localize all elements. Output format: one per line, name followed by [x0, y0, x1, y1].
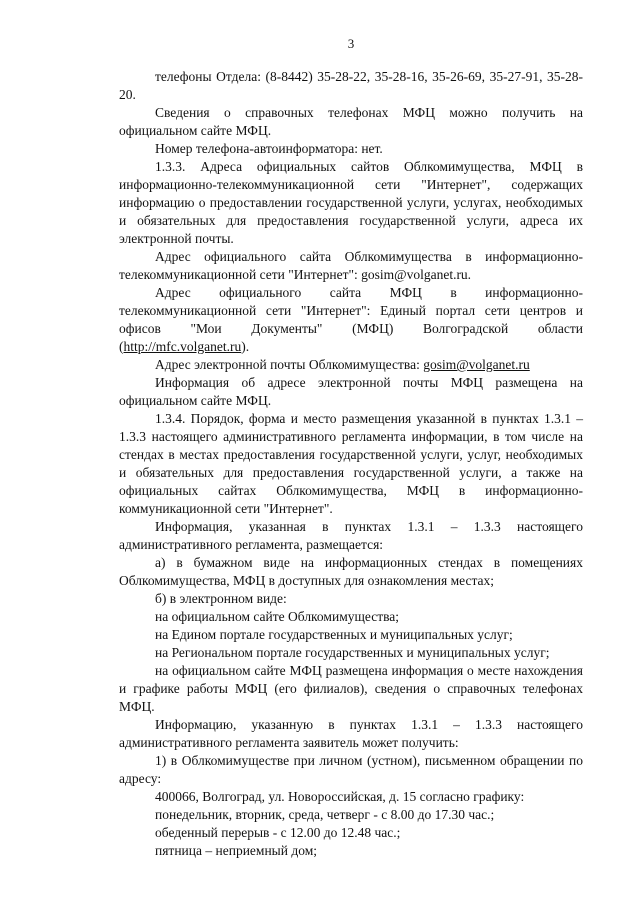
paragraph: б) в электронном виде: [155, 591, 287, 606]
paragraph: Информация об адресе электронной почты МФЦ размещена на официальном сайте МФЦ. [119, 375, 583, 408]
paragraph: на официальном сайте МФЦ размещена информация о месте нахождения и графике работы МФЦ (его филиалов), сведения о справочных телефонах МФЦ. [119, 663, 583, 714]
paragraph: на Едином портале государственных и муниципальных услуг; [155, 627, 513, 642]
paragraph: пятница – неприемный дом; [155, 843, 317, 858]
paragraph: понедельник, вторник, среда, четверг - с 8.00 до 17.30 час.; [155, 807, 495, 822]
paragraph: телефоны Отдела: (8-8442) 35-28-22, 35-28-16, 35-26-69, 35-27-91, 35-28-20. [119, 69, 583, 102]
paragraph [119, 356, 583, 374]
paragraph: обеденный перерыв - с 12.00 до 12.48 час.; [155, 825, 401, 840]
paragraph-text: Адрес электронной почты Облкомимущества: [155, 357, 424, 372]
document-body [119, 68, 583, 860]
page-number: 3 [347, 36, 355, 51]
paragraph-text: Адрес официального сайта МФЦ в информационно-телекоммуникационной сети "Интернет": Единый портал сети центров и офисов "Мои Документы" (МФЦ) Волгоградской области ( [119, 285, 583, 354]
paragraph: 1.3.3. Адреса официальных сайтов Облкомимущества, МФЦ в информационно-телекоммуникационной сети "Интернет", содержащих информацию о предоставлении государственной услуги, услугах, необходимых и обязательных для предоставления государственной услуги, адреса их электронной почты. [119, 159, 583, 246]
paragraph: а) в бумажном виде на информационных стендах в помещениях Облкомимущества, МФЦ в доступных для ознакомления местах; [119, 555, 583, 588]
paragraph: Сведения о справочных телефонах МФЦ можно получить на официальном сайте МФЦ. [119, 105, 583, 138]
paragraph: на Региональном портале государственных и муниципальных услуг; [155, 645, 550, 660]
paragraph: 1.3.4. Порядок, форма и место размещения указанной в пунктах 1.3.1 – 1.3.3 настоящего административного регламента информации, в том числе на стендах в местах предоставления государственной услуги, услуг, необходимых и обязательных для предоставления государственной услуги, а также на официальных сайтах Облкомимущества, МФЦ в информационно-коммуникационной сети "Интернет". [119, 411, 583, 516]
paragraph: 1) в Облкомимуществе при личном (устном), письменном обращении по адресу: [119, 753, 583, 786]
paragraph: Информация, указанная в пунктах 1.3.1 – 1.3.3 настоящего административного регламента, размещается: [119, 519, 583, 552]
paragraph: Адрес официального сайта Облкомимущества в информационно-телекоммуникационной сети "Интернет": gosim@volganet.ru. [119, 249, 583, 282]
paragraph [119, 284, 583, 356]
paragraph: Информацию, указанную в пунктах 1.3.1 – 1.3.3 настоящего административного регламента заявитель может получить: [119, 717, 583, 750]
link-text[interactable]: http://mfc.volganet.ru [123, 339, 242, 354]
paragraph-text: ). [241, 339, 250, 354]
paragraph: 400066, Волгоград, ул. Новороссийская, д. 15 согласно графику: [155, 789, 525, 804]
paragraph: на официальном сайте Облкомимущества; [155, 609, 400, 624]
link-text[interactable]: gosim@volganet.ru [423, 357, 530, 372]
paragraph: Номер телефона-автоинформатора: нет. [155, 141, 383, 156]
